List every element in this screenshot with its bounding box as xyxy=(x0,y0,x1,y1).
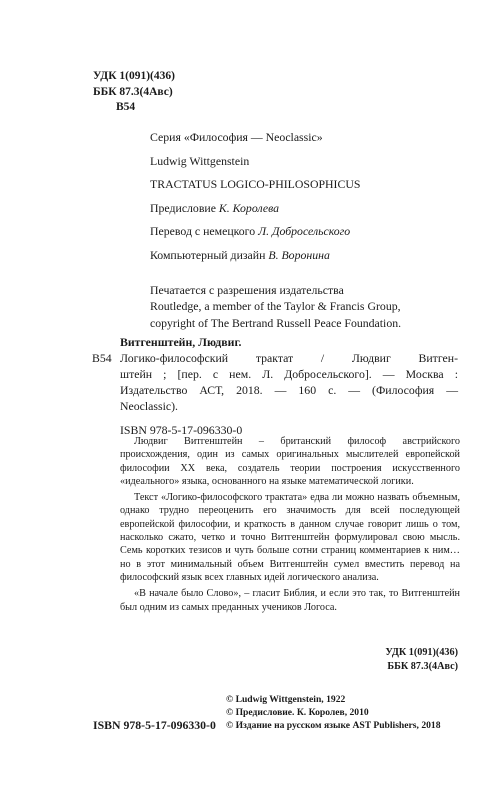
author-mark: В54 xyxy=(116,101,136,113)
foreword-credit xyxy=(150,201,480,225)
isbn-bottom: ISBN 978-5-17-096330-0 xyxy=(93,718,216,732)
copyright-line: © Ludwig Wittgenstein, 1922 xyxy=(226,694,346,705)
annotation-paragraph: Людвиг Витгенштейн – британский философ австрийского происхождения, один из самых оригинальных мыслителей европейской философии XX века, создатель теории построения искусственного «идеального» языка, основанного на языке математической логики. xyxy=(120,436,460,487)
author-heading: Витгенштейн, Людвиг. xyxy=(120,335,242,349)
copyright-line: © Издание на русском языке AST Publishers, 2018 xyxy=(226,720,441,731)
translation-label: Перевод с немецкого xyxy=(150,224,256,239)
annotation-paragraph: «В начале было Слово», – гласит Библия, и если это так, то Витгенштейн был одним из самых преданных учеников Логоса. xyxy=(120,588,460,613)
classification-codes xyxy=(93,69,175,116)
annotation xyxy=(120,435,460,617)
bibliographic-record xyxy=(92,334,458,438)
design-label: Компьютерный дизайн xyxy=(150,247,266,262)
credits-block xyxy=(150,130,480,331)
title-en: TRACTATUS LOGICO-PHILOSOPHICUS xyxy=(150,177,361,192)
author-en: Ludwig Wittgenstein xyxy=(150,153,250,168)
udk-code: УДК 1(091)(436) xyxy=(93,70,175,82)
bbk-code: ББК 87.3(4Авс) xyxy=(387,660,458,672)
description-line: Издательство АСТ, 2018. — 160 с. — (Философия — xyxy=(120,383,458,397)
permission-line: Печатается с разрешения издательства xyxy=(150,282,344,297)
copyright-block xyxy=(226,693,441,732)
description-line: Логико-философский трактат / Людвиг Витген- xyxy=(120,351,458,365)
annotation-paragraph: Текст «Логико-философского трактата» едва ли можно назвать объемным, однако трудно переоценить его значимость для всей последующей европейской философии, и краткость в данном случае говорит лишь о том, насколько сжато, четко и точно Витгенштейн формулировал свою мысль. Семь коротких тезисов и чуть больше сотни страниц комментариев к ним… но в этот минимальный объем Витгенштейн сумел вместить перевод на философский язык всех главных идей логического анализа. xyxy=(120,492,460,583)
author-mark-left: В54 xyxy=(92,351,112,365)
design-credit xyxy=(150,248,480,272)
udk-code: УДК 1(091)(436) xyxy=(385,647,458,658)
translation-name: Л. Добросельского xyxy=(258,224,351,239)
design-name: В. Воронина xyxy=(268,247,330,262)
description-line: Neoclassic). xyxy=(120,399,178,413)
translation-credit xyxy=(150,224,480,248)
isbn-line: ISBN 978-5-17-096330-0 xyxy=(120,423,243,437)
copyright-line: © Предисловие. К. Королев, 2010 xyxy=(226,707,369,718)
description-line: штейн ; [пер. с нем. Л. Добросельского]. — Москва : xyxy=(120,367,458,381)
permission-line: copyright of The Bertrand Russell Peace Foundation. xyxy=(150,315,402,330)
bbk-code: ББК 87.3(4Авс) xyxy=(93,85,173,98)
foreword-name: К. Королева xyxy=(218,200,280,215)
permission-line: Routledge, a member of the Taylor & Francis Group, xyxy=(150,299,401,314)
footer-classification-codes xyxy=(340,646,458,673)
foreword-label: Предисловие xyxy=(150,200,216,215)
series-line: Серия «Философия — Neoclassic» xyxy=(150,130,323,144)
